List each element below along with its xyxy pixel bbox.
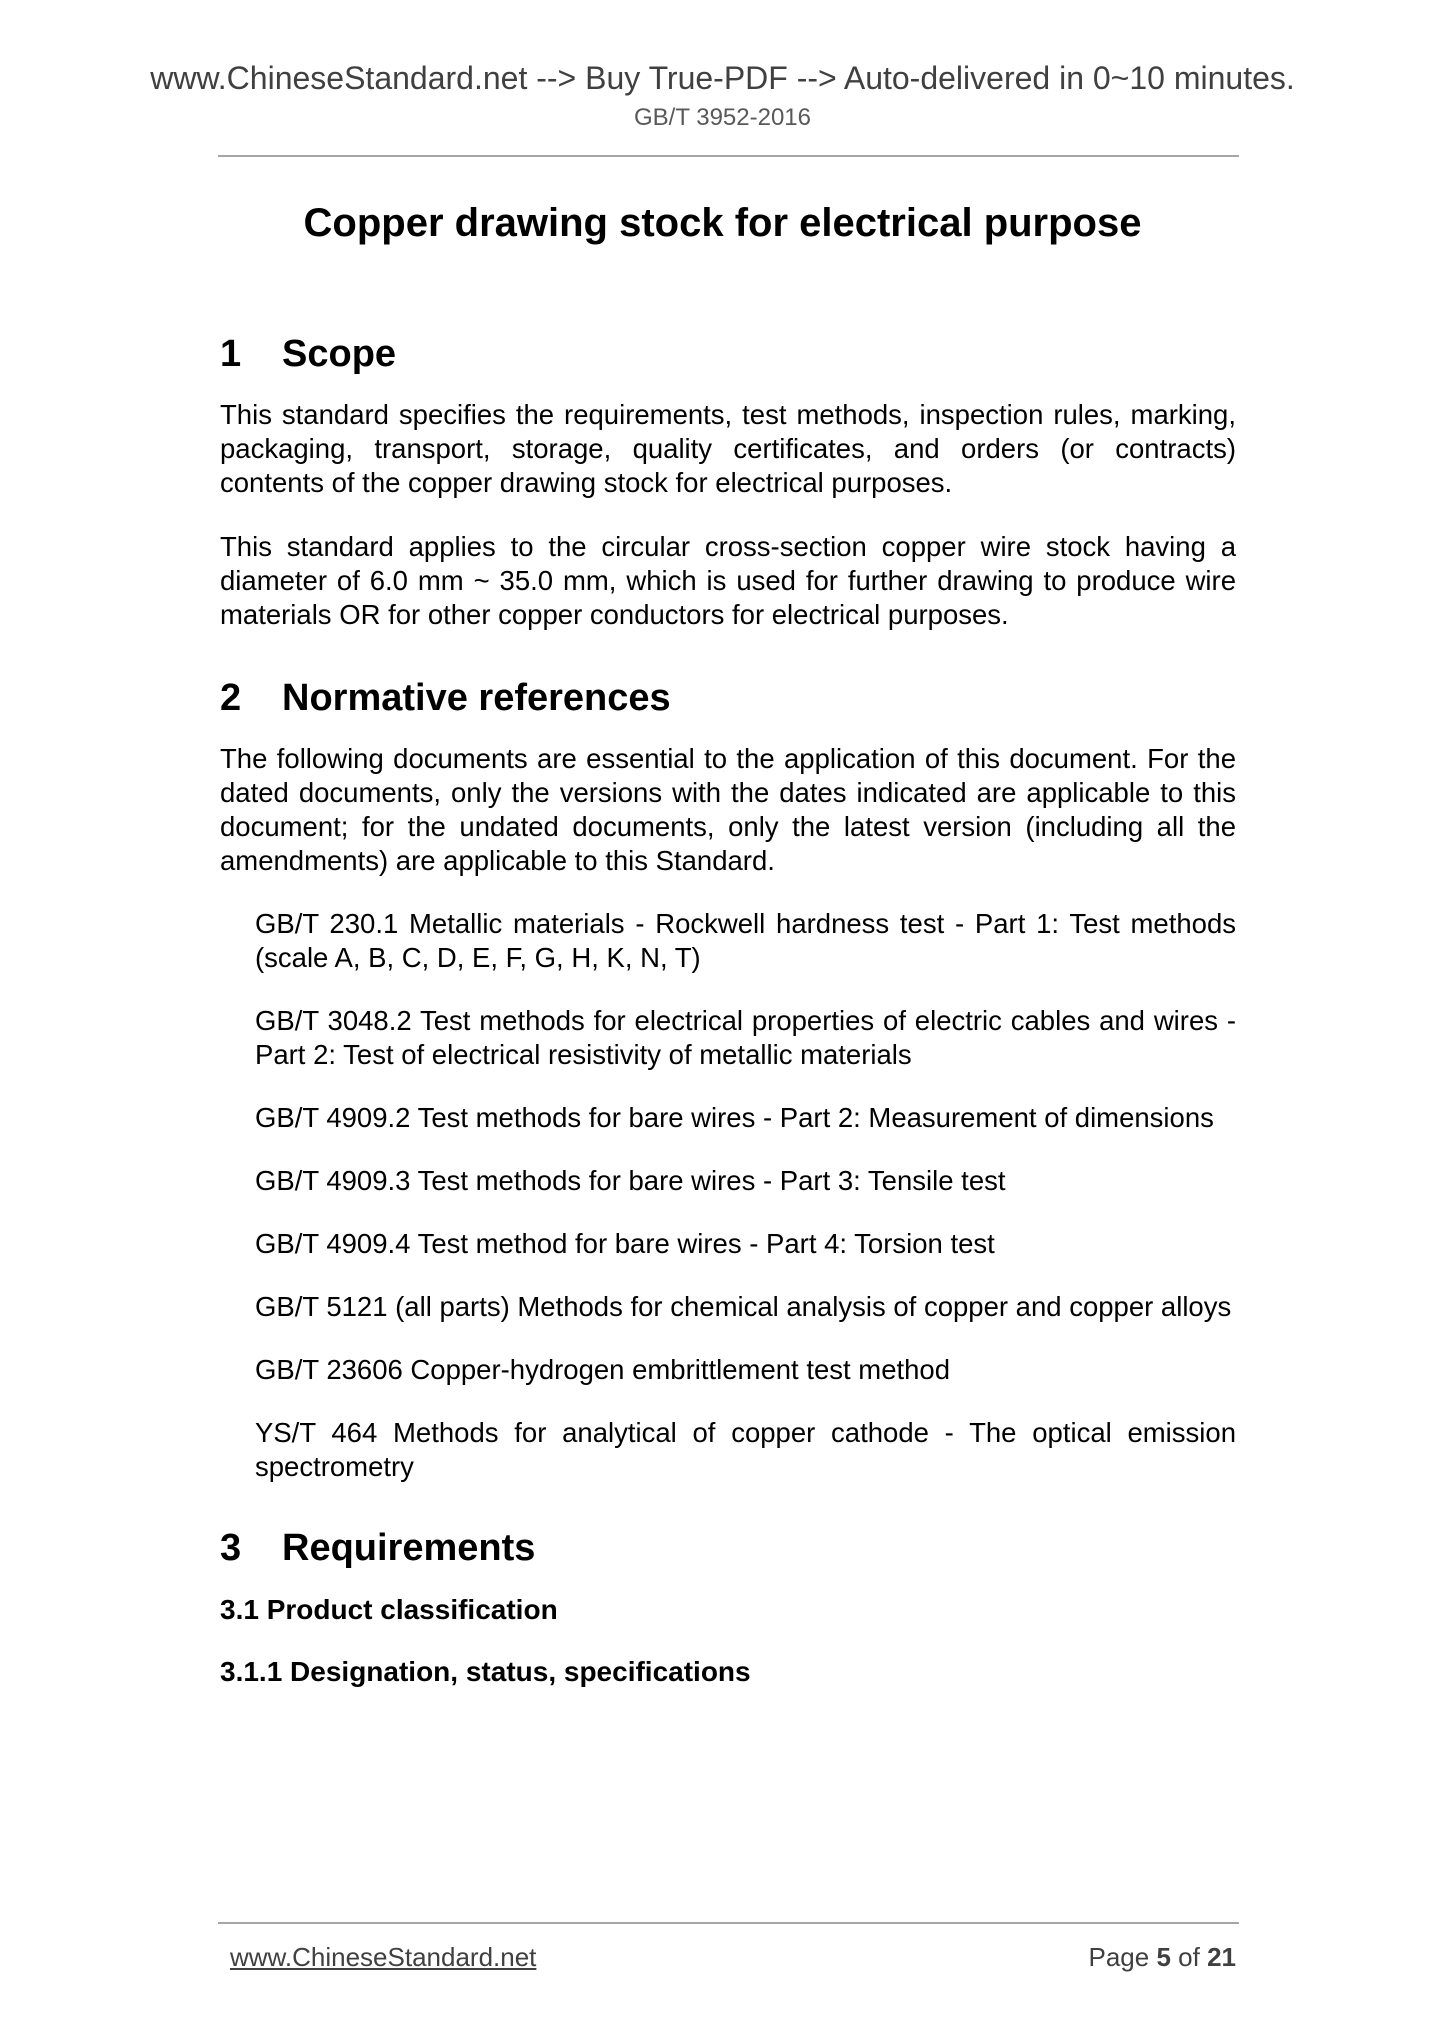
page-label: Page	[1088, 1942, 1150, 1972]
subsection-heading: 3.1.1 Designation, status, specifications	[220, 1656, 751, 1687]
reference-item: GB/T 4909.2 Test methods for bare wires - Part 2: Measurement of dimensions	[255, 1102, 1214, 1133]
header-banner: www.ChineseStandard.net --> Buy True-PDF --> Auto-delivered in 0~10 minutes.	[150, 60, 1295, 96]
normative-intro: The following documents are essential to the application of this document. For the dated documents, only the versions with the dates indicated are applicable to this document; for the undated documents, only the latest version (including all the amendments) are applicable to this Standard.	[220, 743, 1236, 876]
reference-item: GB/T 4909.4 Test method for bare wires - Part 4: Torsion test	[255, 1228, 995, 1259]
standard-code: GB/T 3952-2016	[633, 104, 811, 131]
header-divider	[218, 155, 1239, 157]
section-number: 1	[220, 333, 242, 375]
section-heading-scope	[220, 330, 1236, 378]
reference-item: GB/T 4909.3 Test methods for bare wires - Part 3: Tensile test	[255, 1165, 1006, 1196]
page-total: 21	[1207, 1942, 1236, 1972]
document-title: Copper drawing stock for electrical purpose	[303, 201, 1142, 245]
section-title: Normative references	[282, 677, 671, 719]
reference-item: GB/T 23606 Copper-hydrogen embrittlement test method	[255, 1354, 951, 1385]
scope-paragraph: This standard applies to the circular cross-section copper wire stock having a diameter of 6.0 mm ~ 35.0 mm, which is used for further drawing to produce wire materials OR for other copper conductors for electrical purposes.	[220, 531, 1236, 630]
section-number: 2	[220, 677, 242, 719]
footer-website-link[interactable]: www.ChineseStandard.net	[230, 1942, 537, 1972]
page-indicator	[1088, 1941, 1236, 1973]
section-title: Scope	[282, 333, 397, 375]
reference-item: GB/T 230.1 Metallic materials - Rockwell hardness test - Part 1: Test methods (scale A, B, C, D, E, F, G, H, K, N, T)	[255, 908, 1236, 973]
page-current: 5	[1156, 1942, 1171, 1972]
subsection-heading: 3.1 Product classification	[220, 1594, 558, 1625]
reference-item: GB/T 5121 (all parts) Methods for chemical analysis of copper and copper alloys	[255, 1291, 1232, 1322]
section-heading-normative-references	[220, 674, 1236, 722]
document-body	[220, 330, 1236, 1690]
page-of: of	[1178, 1942, 1200, 1972]
section-heading-requirements	[220, 1524, 1236, 1572]
reference-item: GB/T 3048.2 Test methods for electrical properties of electric cables and wires - Part 2: Test of electrical resistivity of metallic materials	[255, 1005, 1236, 1070]
footer-divider	[218, 1922, 1239, 1924]
section-number: 3	[220, 1527, 242, 1569]
scope-paragraph: This standard specifies the requirements, test methods, inspection rules, marking, packaging, transport, storage, quality certificates, and orders (or contracts) contents of the copper drawing stock for electrical purposes.	[220, 399, 1236, 498]
reference-item: YS/T 464 Methods for analytical of copper cathode - The optical emission spectrometry	[255, 1417, 1236, 1482]
section-title: Requirements	[282, 1527, 536, 1569]
